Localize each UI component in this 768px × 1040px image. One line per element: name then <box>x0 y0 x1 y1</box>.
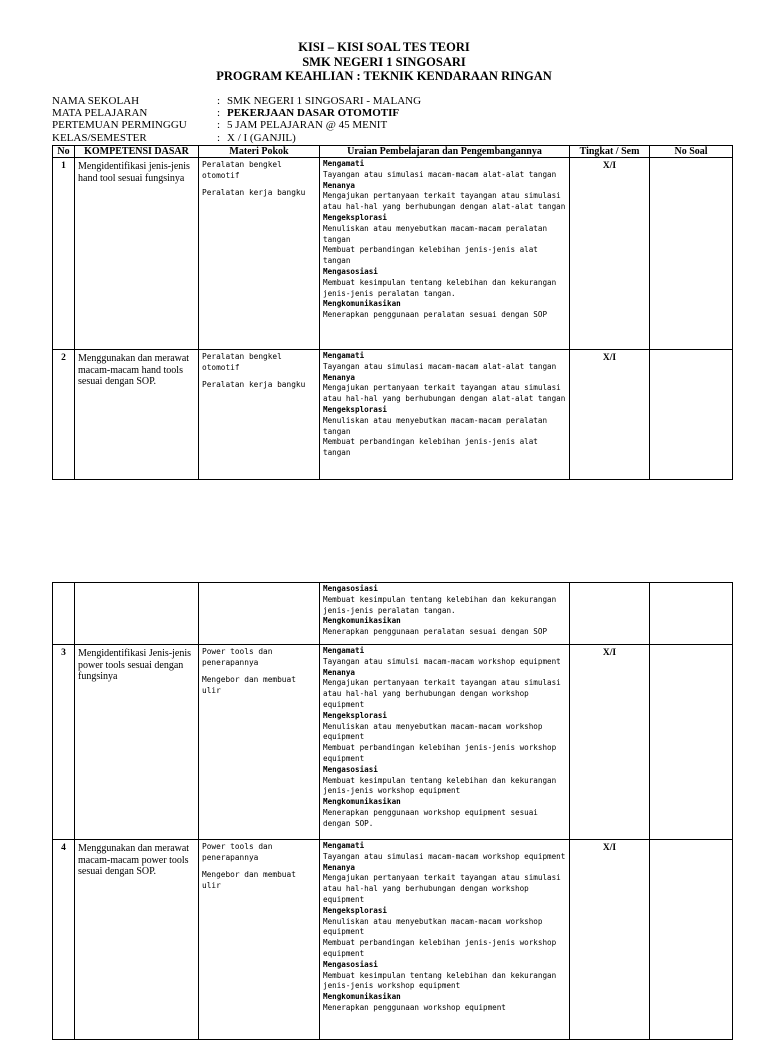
cell-no-soal <box>650 158 733 350</box>
activity-text: Tayangan atau simulsi macam-macam workshop equipment <box>323 656 561 666</box>
info-label: NAMA SEKOLAH <box>52 95 140 107</box>
materi-item: Power tools dan penerapannya <box>202 842 273 862</box>
table-row <box>53 350 733 480</box>
col-header-soal: No Soal <box>650 146 733 158</box>
info-label: KELAS/SEMESTER <box>52 131 147 144</box>
cell-uraian <box>320 840 570 1040</box>
info-value: PEKERJAAN DASAR OTOMOTIF <box>227 107 400 120</box>
cell-no-soal <box>650 350 733 480</box>
cell-no-soal <box>650 840 733 1040</box>
activity-text: Tayangan atau simulasi macam-macam alat-alat tangan <box>323 169 557 179</box>
table-header-row <box>53 146 733 158</box>
header-school: SMK NEGERI 1 SINGOSARI <box>302 54 466 69</box>
activity-text: Menuliskan atau menyebutkan macam-macam workshop equipment <box>323 916 543 937</box>
cell-no-soal <box>650 645 733 840</box>
activity-heading: Mengeksplorasi <box>323 404 388 414</box>
cell-uraian <box>320 158 570 350</box>
activity-text: Mengajukan pertanyaan terkait tayangan atau simulasi atau hal-hal yang berhubungan dengan alat-alat tangan <box>323 383 566 404</box>
activity-heading: Mengeksplorasi <box>323 710 388 720</box>
activity-text: Membuat perbandingan kelebihan jenis-jenis alat tangan <box>323 245 538 266</box>
info-separator: : <box>217 119 221 132</box>
info-row-school <box>52 95 421 107</box>
activity-text: Menuliskan atau menyebutkan macam-macam peralatan tangan <box>323 415 548 436</box>
materi-item: Peralatan bengkel otomotif <box>202 160 282 180</box>
activity-text: Menerapkan penggunaan peralatan sesuai dengan SOP <box>323 310 548 320</box>
activity-text: Tayangan atau simulasi macam-macam workshop equipment <box>323 851 566 861</box>
cell-kompetensi: Mengidentifikasi jenis-jenis hand tool sesuai fungsinya <box>75 158 199 350</box>
activity-text: Tayangan atau simulasi macam-macam alat-alat tangan <box>323 361 557 371</box>
activity-text: Membuat perbandingan kelebihan jenis-jenis workshop equipment <box>323 743 557 763</box>
col-header-materi: Materi Pokok <box>199 146 320 158</box>
cell-no: 1 <box>53 158 75 350</box>
activity-heading: Mengkomunikasikan <box>323 797 401 807</box>
cell-kompetensi: Mengidentifikasi Jenis-jenis power tools sesuai dengan fungsinya <box>75 645 199 840</box>
activity-text: Membuat kesimpulan tentang kelebihan dan kekurangan jenis-jenis workshop equipment <box>323 775 557 796</box>
cell-uraian <box>320 583 570 645</box>
activity-text: Membuat perbandingan kelebihan jenis-jenis workshop equipment <box>323 938 557 958</box>
cell-kompetensi: Menggunakan dan merawat macam-macam power tools sesuai dengan SOP. <box>75 840 199 1040</box>
activity-text: Membuat perbandingan kelebihan jenis-jenis alat tangan <box>323 437 538 458</box>
activity-heading: Mengkomunikasikan <box>323 299 401 309</box>
cell-materi <box>199 158 320 350</box>
activity-heading: Menanya <box>323 862 356 872</box>
cell-no-soal <box>650 583 733 645</box>
activity-heading: Mengamati <box>323 159 365 168</box>
info-label: PERTEMUAN PERMINGGU <box>52 119 187 132</box>
activity-heading: Mengamati <box>323 351 365 360</box>
info-row-meeting <box>52 119 421 131</box>
cell-uraian <box>320 350 570 480</box>
col-header-tingkat: Tingkat / Sem <box>570 146 650 158</box>
table-row <box>53 158 733 350</box>
header-title: KISI – KISI SOAL TES TEORI <box>298 40 470 54</box>
table-row <box>53 840 733 1040</box>
cell-no: 4 <box>53 840 75 1040</box>
info-separator: : <box>217 95 221 107</box>
cell-materi <box>199 583 320 645</box>
info-label: MATA PELAJARAN <box>52 107 148 120</box>
cell-kompetensi <box>75 583 199 645</box>
activity-text: Menerapkan penggunaan peralatan sesuai dengan SOP <box>323 627 548 637</box>
activity-text: Menerapkan penggunaan workshop equipment <box>323 1002 506 1012</box>
activity-text: Menerapkan penggunaan workshop equipment sesuai dengan SOP. <box>323 807 538 828</box>
activity-text: Membuat kesimpulan tentang kelebihan dan kekurangan jenis-jenis workshop equipment <box>323 970 557 991</box>
cell-tingkat: X/I <box>570 840 650 1040</box>
activity-heading: Mengamati <box>323 646 365 655</box>
header-program: PROGRAM KEAHLIAN : TEKNIK KENDARAAN RINGAN <box>216 69 552 83</box>
materi-item: Power tools dan penerapannya <box>202 647 273 667</box>
activity-heading: Mengasosiasi <box>323 584 378 593</box>
activity-heading: Menanya <box>323 180 356 190</box>
cell-no <box>53 583 75 645</box>
materi-item: Mengebor dan membuat ulir <box>202 870 296 890</box>
info-block <box>52 95 421 144</box>
cell-tingkat: X/I <box>570 350 650 480</box>
activity-heading: Mengasosiasi <box>323 266 378 276</box>
table-row <box>53 645 733 840</box>
info-value: SMK NEGERI 1 SINGOSARI - MALANG <box>227 95 422 107</box>
cell-materi <box>199 350 320 480</box>
kisi-table-page-1 <box>52 145 733 480</box>
activity-heading: Menanya <box>323 667 356 677</box>
materi-item: Peralatan kerja bangku <box>202 380 306 389</box>
activity-heading: Mengasosiasi <box>323 764 378 774</box>
activity-text: Menuliskan atau menyebutkan macam-macam peralatan tangan <box>323 223 548 244</box>
activity-heading: Mengamati <box>323 841 365 850</box>
activity-text: Menuliskan atau menyebutkan macam-macam workshop equipment <box>323 721 543 742</box>
activity-heading: Mengkomunikasikan <box>323 992 401 1002</box>
cell-tingkat: X/I <box>570 645 650 840</box>
materi-item: Mengebor dan membuat ulir <box>202 675 296 695</box>
activity-heading: Mengkomunikasikan <box>323 616 401 626</box>
activity-heading: Menanya <box>323 372 356 382</box>
activity-heading: Mengeksplorasi <box>323 212 388 222</box>
activity-heading: Mengasosiasi <box>323 959 378 969</box>
info-row-class <box>52 132 421 144</box>
kisi-table-page-2 <box>52 582 733 1040</box>
activity-text: Mengajukan pertanyaan terkait tayangan atau simulasi atau hal-hal yang berhubungan dengan workshop equipment <box>323 873 561 904</box>
info-separator: : <box>217 131 221 144</box>
cell-materi <box>199 840 320 1040</box>
info-value: 5 JAM PELAJARAN @ 45 MENIT <box>227 119 388 132</box>
col-header-kompetensi: KOMPETENSI DASAR <box>75 146 199 158</box>
info-row-subject <box>52 107 421 119</box>
activity-text: Membuat kesimpulan tentang kelebihan dan kekurangan jenis-jenis peralatan tangan. <box>323 277 557 298</box>
cell-no: 2 <box>53 350 75 480</box>
cell-tingkat <box>570 583 650 645</box>
activity-text: Mengajukan pertanyaan terkait tayangan atau simulasi atau hal-hal yang berhubungan dengan alat-alat tangan <box>323 191 566 212</box>
table-row <box>53 583 733 645</box>
document-header <box>0 40 768 84</box>
activity-heading: Mengeksplorasi <box>323 905 388 915</box>
cell-tingkat: X/I <box>570 158 650 350</box>
col-header-uraian: Uraian Pembelajaran dan Pengembangannya <box>320 146 570 158</box>
info-value: X / I (GANJIL) <box>227 131 296 144</box>
materi-item: Peralatan kerja bangku <box>202 188 306 197</box>
materi-item: Peralatan bengkel otomotif <box>202 352 282 372</box>
info-separator: : <box>217 107 221 120</box>
cell-kompetensi: Menggunakan dan merawat macam-macam hand tools sesuai dengan SOP. <box>75 350 199 480</box>
col-header-no: No <box>53 146 75 158</box>
cell-uraian <box>320 645 570 840</box>
cell-materi <box>199 645 320 840</box>
activity-text: Membuat kesimpulan tentang kelebihan dan kekurangan jenis-jenis peralatan tangan. <box>323 594 557 615</box>
cell-no: 3 <box>53 645 75 840</box>
activity-text: Mengajukan pertanyaan terkait tayangan atau simulasi atau hal-hal yang berhubungan dengan workshop equipment <box>323 678 561 709</box>
